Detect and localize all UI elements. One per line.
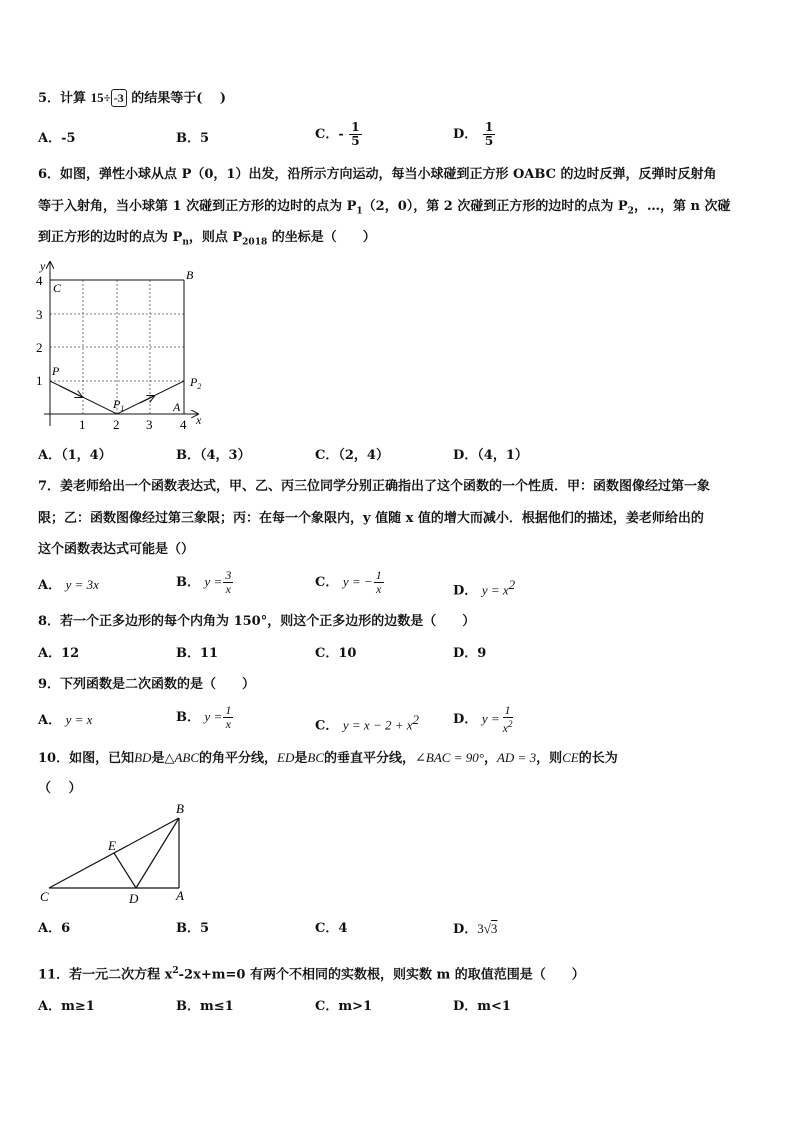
q9-option-b [176,704,234,731]
q5-a-label: A． [38,131,62,146]
q6-line3-sub1: n [182,237,189,248]
q10-m7: CE [562,750,579,765]
q10-option-c: C．4 [315,921,348,936]
q9-option-d [453,704,515,735]
q10-option-a: A．6 [38,921,71,936]
q7-option-c [315,569,385,596]
q11-stem-sup: 2 [172,966,179,976]
q9-b-label: B． [176,710,200,725]
q7-a-expr: y = 3x [65,577,99,592]
q10-s3: 的角平分线， [199,751,278,766]
q6-line2-sub1: 1 [356,206,363,217]
q7-c-fraction [374,569,384,596]
q5-expr-a: 15÷ [90,90,111,105]
q10-option-d [453,921,497,938]
q10-label-c: C [40,889,49,904]
q6-line3 [38,230,376,251]
q8-option-b: B．11 [176,646,219,661]
q10-label-b: B [176,801,184,816]
q10-s7: ，则 [536,751,563,766]
q10-m6: AD = 3 [496,750,537,765]
q10-m2: △ABC [164,750,200,765]
q6-y-tick-1: 1 [36,373,43,388]
q10-figure [36,800,206,910]
q5-stem-suffix: 的结果等于( ) [131,91,227,106]
q5-stem [38,89,226,107]
q6-point-p-label: P [52,364,60,378]
q11-stem-b: -2x+m=0 有两个不相同的实数根，则实数 m 的取值范围是（ ） [178,967,585,983]
q6-point-c-label: C [53,281,62,295]
q6-option-c: C．（2，4） [315,448,389,463]
q6-x-tick-1: 1 [79,417,86,432]
q9-d-label: D． [453,712,478,727]
q6-line3-a: 到正方形的边时的点为 P [38,230,183,245]
q5-c-fraction [349,121,361,148]
q5-d-num: 1 [484,120,494,134]
q10-s2: 是 [151,751,165,766]
q5-d-fraction [483,121,495,148]
q6-line3-b: ，则点 P [188,230,243,245]
q6-y-tick-4: 4 [36,273,43,288]
q10-triangle [49,818,179,888]
q7-line2: 限；乙：函数图像经过第三象限；丙：在每一个象限内，y 值随 x 值的增大而减小．根据他们的描述，姜老师给出的 [38,511,704,526]
q7-line1: 7．姜老师给出一个函数表达式，甲、乙、丙三位同学分别正确指出了这个函数的一个性质．甲：函数图像经过第一象 [38,479,711,494]
q6-option-a: A．（1，4） [38,448,112,463]
q9-a-label: A． [38,713,62,728]
q8-option-c: C．10 [315,646,357,661]
q9-d-fraction [501,704,515,735]
q6-point-a-label: A [173,400,181,414]
q7-b-label: B． [176,575,200,590]
q6-line2-sub2: 2 [627,206,634,217]
q6-arrow-2 [140,396,154,403]
q5-stem-prefix: 5．计算 [38,91,87,106]
q10-s4: 是 [294,751,308,766]
q6-y-tick-3: 3 [36,307,43,322]
q7-d-expr: y = x [481,582,509,598]
q5-a-value: -5 [61,131,76,146]
q10-m4: BC [307,750,325,765]
q7-c-lhs: y = − [342,574,373,589]
q9-b-fraction [223,704,233,731]
q9-c-label: C． [315,718,339,734]
q10-s1: 10．如图，已知 [38,751,135,766]
q6-x-axis-label: x [196,413,202,427]
q10-stem [38,750,618,767]
q9-b-lhs: y = [204,709,223,724]
q10-label-a: A [176,888,184,903]
q9-d-den-sup: 2 [507,719,513,729]
q7-line3: 这个函数表达式可能是（） [38,542,195,557]
q10-d-label: D． [453,922,478,937]
q7-c-num: 1 [375,568,382,582]
q11-option-c: C．m>1 [315,999,373,1014]
q11-option-d: D．m<1 [453,999,511,1014]
q7-c-den: x [376,582,382,596]
q10-m5: ∠BAC = 90° [415,750,484,765]
q10-m1: BD [134,750,152,765]
q5-c-den: 5 [351,134,360,148]
q6-point-p2-label: $P_2$ [190,375,202,391]
q9-option-c [315,712,419,734]
q9-stem: 9．下列函数是二次函数的是（ ） [38,677,256,692]
q9-option-a [38,712,92,729]
q10-d-radicand: 3 [490,921,498,936]
q6-point-p1-label: $P_1$ [113,397,125,413]
q6-option-b: B．（4，3） [176,448,251,463]
q5-d-den: 5 [484,134,494,148]
q7-option-d [453,577,515,599]
q6-x-tick-2: 2 [113,417,120,432]
q9-d-lhs: y = [481,711,500,726]
q9-d-den [501,718,515,735]
q10-s5: 的垂直平分线， [324,751,416,766]
q11-option-a: A．m≥1 [38,999,95,1014]
q7-b-den: x [225,582,231,596]
q9-b-den: x [225,717,231,731]
q5-option-b [176,131,209,147]
q11-stem [38,963,585,983]
q6-line2-b: （2，0），第 2 次碰到正方形的边时的点为 P [362,199,628,214]
q10-line2: （ ） [38,781,82,796]
q6-line2-c: ，…，第 n 次碰 [633,199,731,214]
q5-c-sign: - [338,127,344,142]
q7-d-sup: 2 [508,577,516,592]
q5-c-num: 1 [351,120,360,134]
q10-option-b: B．5 [176,921,210,936]
q7-d-label: D． [453,583,478,599]
q6-option-d: D．（4，1） [453,448,528,463]
q10-d-radical: √3 [483,921,498,936]
q6-line3-c: 的坐标是（ ） [267,230,376,245]
q6-line2 [38,199,730,220]
q10-s6: ， [483,751,497,766]
q7-a-label: A． [38,578,62,593]
q10-d-coef: 3 [477,921,484,936]
q5-b-value: 5 [200,131,210,146]
q9-a-expr: y = x [65,712,93,727]
q11-option-b: B．m≤1 [176,999,234,1014]
q9-d-den-base: x [502,721,508,735]
q9-d-num: 1 [504,703,511,717]
q5-b-label: B． [176,131,200,146]
q7-b-lhs: y = [204,574,223,589]
q6-line1: 6．如图，弹性小球从点 P（0，1）出发，沿所示方向运动，每当小球碰到正方形 OABC 的边时反弹，反弹时反射角 [38,167,717,182]
q7-b-fraction [223,569,233,596]
q5-option-d [453,121,496,148]
q10-m3: ED [277,750,295,765]
q6-figure [30,256,220,436]
q11-stem-a: 11．若一元二次方程 x [38,967,173,983]
q9-c-expr: y = x − 2 + x [342,717,413,733]
q10-s8: 的长为 [578,751,618,766]
q9-b-num: 1 [225,703,232,717]
q8-option-a: A．12 [38,646,80,661]
q7-option-a [38,577,99,594]
q7-option-b [176,569,234,596]
q10-label-e: E [108,838,116,853]
q6-y-axis-label: y [40,259,46,273]
q5-option-c [315,121,363,148]
q6-arrow-1 [60,386,82,397]
q8-option-d: D．9 [453,646,487,661]
q6-line3-sub2: 2018 [242,237,268,248]
q9-c-sup: 2 [412,712,420,727]
q5-expr-b: -3 [111,89,127,107]
q5-c-label: C． [315,127,339,142]
q6-point-b-label: B [186,268,194,282]
q6-grid-lines [50,280,184,414]
q6-line2-a: 等于入射角，当小球第 1 次碰到正方形的边时的点为 P [38,199,357,214]
q8-stem: 8．若一个正多边形的每个内角为 150°，则这个正多边形的边数是（ ） [38,614,476,629]
q7-b-num: 3 [225,568,232,582]
q6-x-tick-3: 3 [146,417,153,432]
q6-x-tick-4: 4 [180,417,187,432]
q7-c-label: C． [315,575,339,590]
q6-y-tick-2: 2 [36,340,43,355]
q5-d-label: D． [453,127,478,142]
q5-option-a [38,131,76,147]
q10-label-d: D [129,891,139,906]
